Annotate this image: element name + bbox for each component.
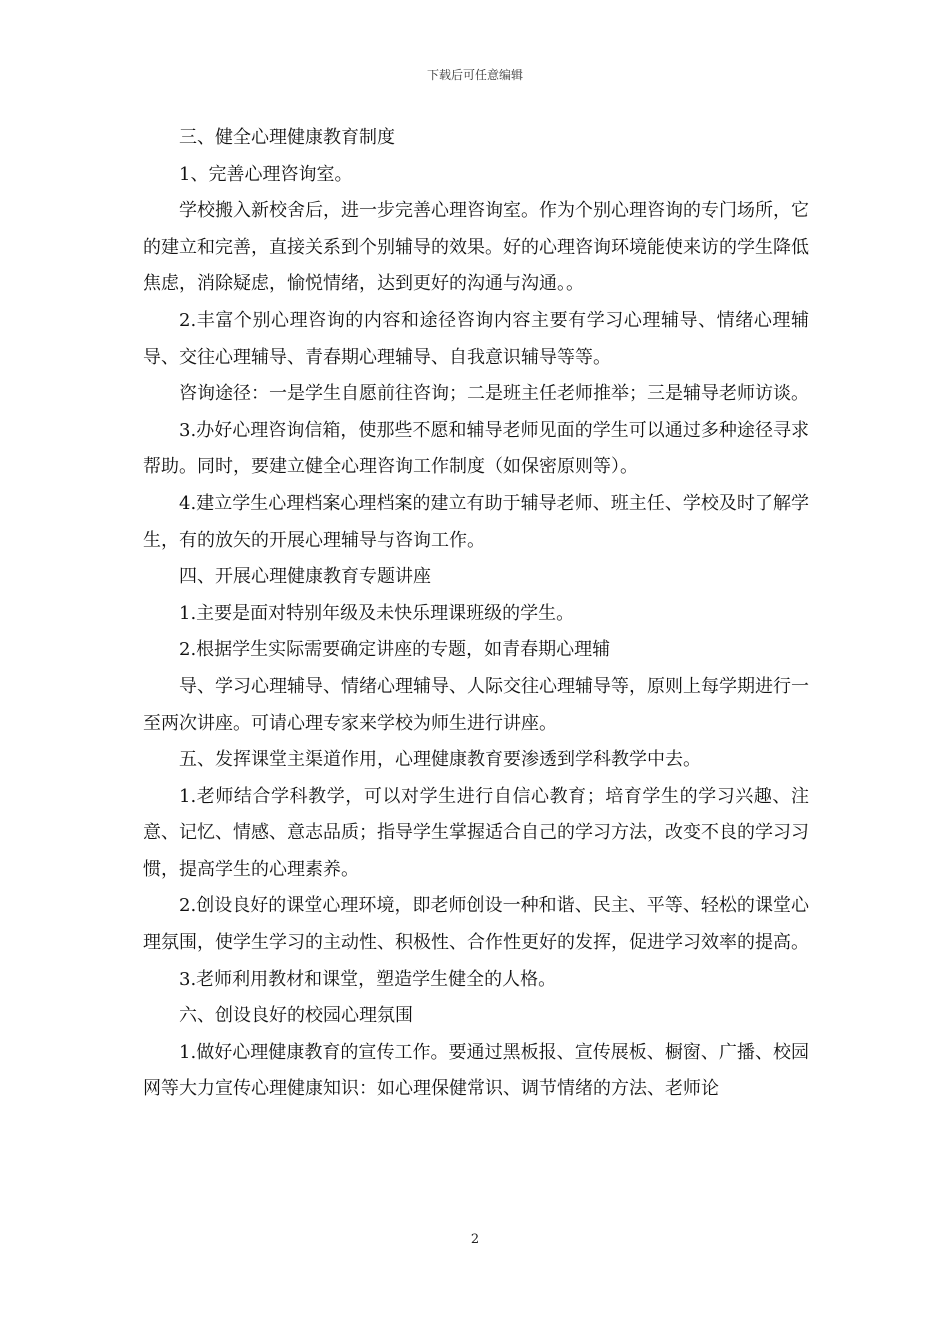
paragraph: 1.主要是面对特别年级及未快乐理课班级的学生。	[179, 602, 575, 624]
paragraph: 3.老师利用教材和课堂，塑造学生健全的人格。	[179, 968, 557, 990]
paragraph: 2.根据学生实际需要确定讲座的专题，如青春期心理辅	[179, 639, 611, 661]
paragraph: 1、完善心理咨询室。	[179, 163, 353, 185]
paragraph: 咨询途径：一是学生自愿前往咨询；二是班主任老师推举；三是辅导老师访谈。	[179, 383, 809, 405]
paragraph: 3.办好心理咨询信箱，使那些不愿和辅导老师见面的学生可以通过多种途径寻求帮助。同时，要建立健全心理咨询工作制度（如保密原则等）。	[143, 419, 809, 478]
paragraph: 4.建立学生心理档案心理档案的建立有助于辅导老师、班主任、学校及时了解学生，有的放矢的开展心理辅导与咨询工作。	[143, 492, 809, 551]
paragraph: 1.做好心理健康教育的宣传工作。要通过黑板报、宣传展板、橱窗、广播、校园网等大力宣传心理健康知识：如心理保健常识、调节情绪的方法、老师论	[143, 1041, 809, 1100]
paragraph: 导、学习心理辅导、情绪心理辅导、人际交往心理辅导等，原则上每学期进行一至两次讲座。可请心理专家来学校为师生进行讲座。	[143, 675, 809, 734]
section-heading: 三、健全心理健康教育制度	[179, 127, 395, 148]
paragraph: 1.老师结合学科教学，可以对学生进行自信心教育；培育学生的学习兴趣、注意、记忆、情感、意志品质；指导学生掌握适合自己的学习方法，改变不良的学习习惯，提高学生的心理素养。	[143, 785, 809, 880]
page-number: 2	[470, 1232, 480, 1247]
paragraph: 2.创设良好的课堂心理环境，即老师创设一种和谐、民主、平等、轻松的课堂心理氛围，使学生学习的主动性、积极性、合作性更好的发挥，促进学习效率的提高。	[143, 895, 809, 954]
section-heading: 五、发挥课堂主渠道作用，心理健康教育要渗透到学科教学中去。	[179, 749, 701, 771]
paragraph: 2.丰富个别心理咨询的内容和途径咨询内容主要有学习心理辅导、情绪心理辅导、交往心理辅导、青春期心理辅导、自我意识辅导等等。	[143, 309, 809, 368]
section-heading: 六、创设良好的校园心理氛围	[179, 1005, 413, 1027]
page-header: 下载后可任意编辑	[426, 68, 523, 82]
paragraph: 学校搬入新校舍后，进一步完善心理咨询室。作为个别心理咨询的专门场所，它的建立和完善，直接关系到个别辅导的效果。好的心理咨询环境能使来访的学生降低焦虑，消除疑虑，愉悦情绪，达到更好的沟通与沟通。。	[143, 200, 809, 295]
section-heading: 四、开展心理健康教育专题讲座	[179, 566, 431, 588]
document-body	[143, 120, 809, 1108]
